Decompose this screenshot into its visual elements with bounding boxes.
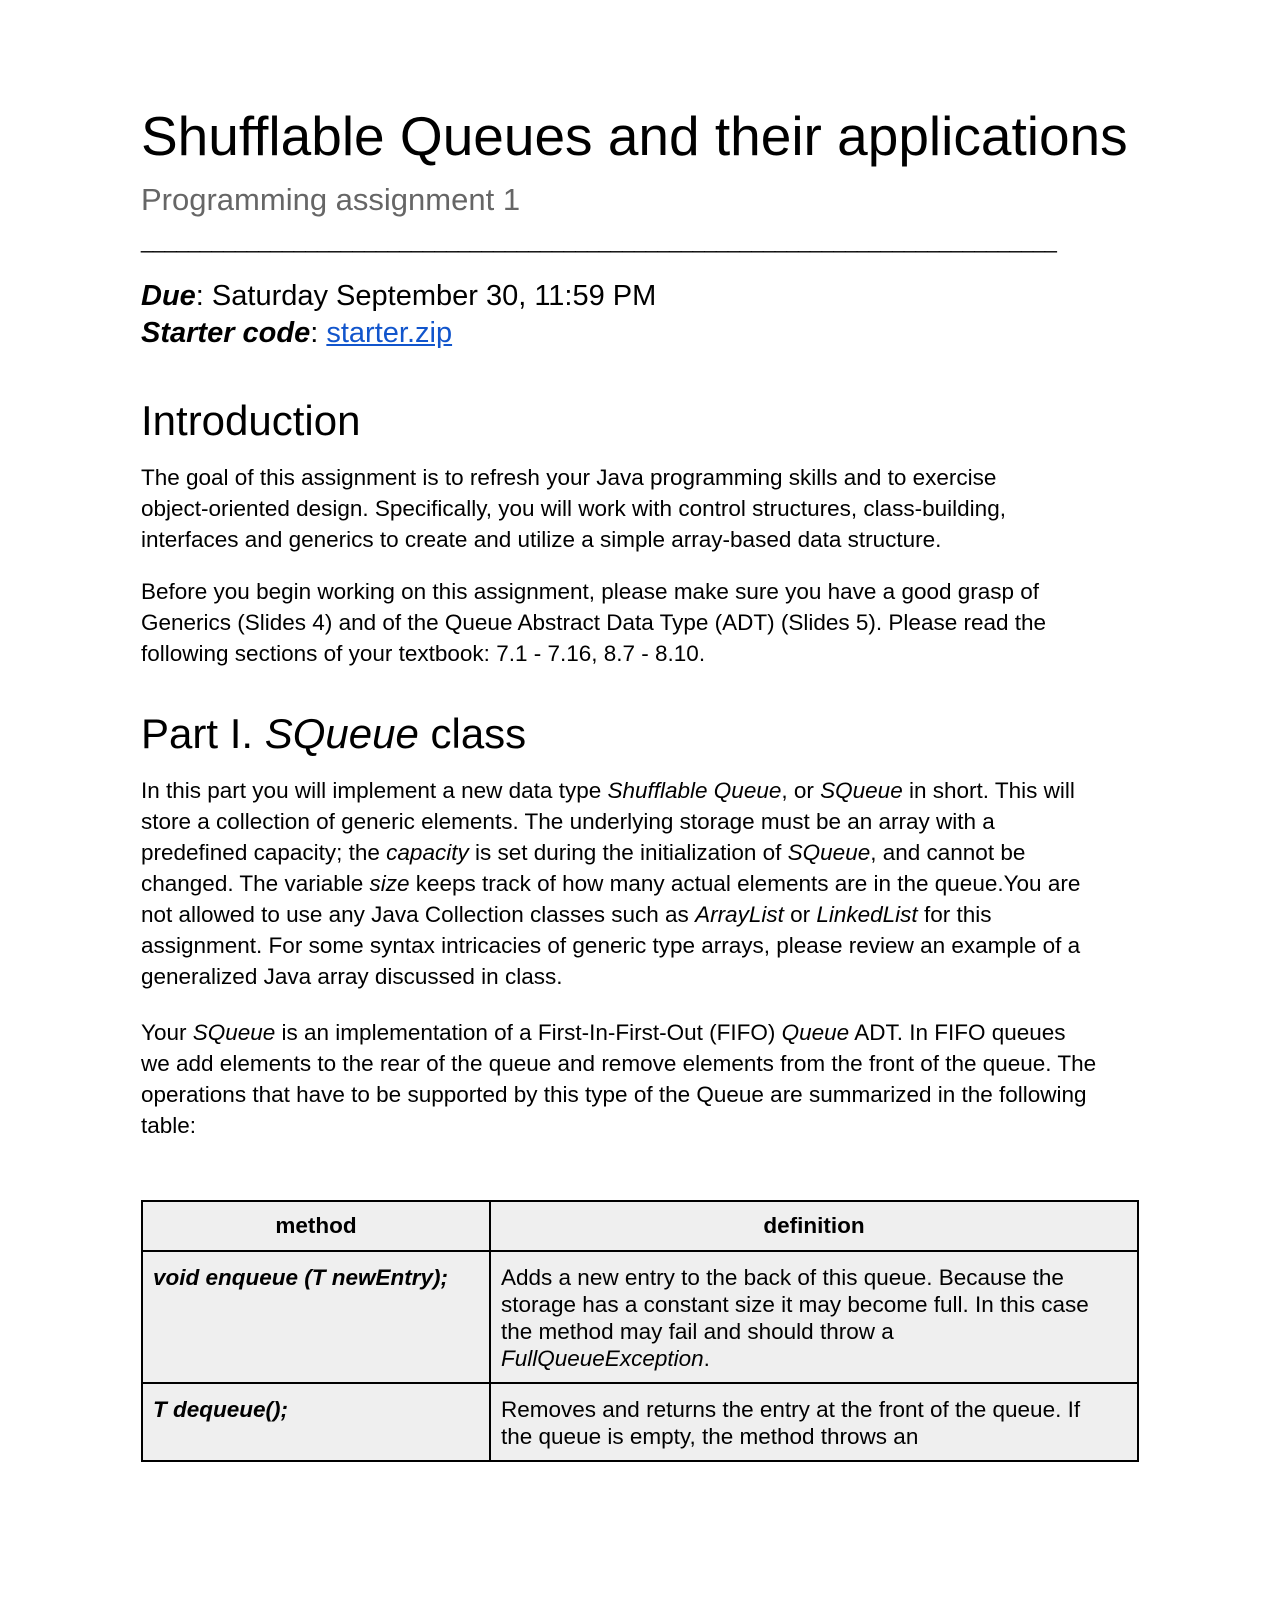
- text-line: object-oriented design. Specifically, you will work with control structures, class-building,: [141, 496, 1006, 521]
- part1-heading-italic: SQueue: [264, 710, 419, 757]
- text-run: for this: [917, 902, 992, 927]
- due-value: : Saturday September 30, 11:59 PM: [195, 280, 657, 312]
- text-run: not allowed to use any Java Collection classes such as: [141, 902, 696, 927]
- text-run: .: [703, 1346, 710, 1371]
- text-run: keeps track of how many actual elements are in the queue.You are: [409, 871, 1081, 896]
- text-line: Before you begin working on this assignment, please make sure you have a good grasp of: [141, 579, 1040, 604]
- text-run: is set during the initialization of: [468, 840, 788, 865]
- text-line: the method may fail and should throw a: [501, 1319, 894, 1344]
- header-definition: definition: [490, 1201, 1138, 1251]
- text-line: The goal of this assignment is to refresh your Java programming skills and to exercise: [141, 465, 997, 490]
- text-line: we add elements to the rear of the queue and remove elements from the front of the queue. The: [141, 1051, 1097, 1076]
- text-run: changed. The variable: [141, 871, 370, 896]
- part1-paragraph-2: [141, 1017, 1141, 1141]
- horizontal-rule: ______________________________________________________________________________: [141, 228, 1057, 253]
- text-line: [141, 837, 1141, 868]
- table-row: [142, 1383, 1138, 1461]
- text-line: following sections of your textbook: 7.1 - 7.16, 8.7 - 8.10.: [141, 641, 706, 666]
- text-run: , or: [781, 778, 821, 803]
- text-run: predefined capacity; the: [141, 840, 387, 865]
- italic-term: ArrayList: [695, 902, 784, 927]
- text-line: operations that have to be supported by this type of the Queue are summarized in the following: [141, 1082, 1087, 1107]
- due-line: [141, 278, 656, 314]
- italic-term: FullQueueException: [501, 1346, 704, 1371]
- part1-heading-prefix: Part I.: [141, 710, 265, 757]
- italic-term: Shufflable Queue: [607, 778, 782, 803]
- text-line: Removes and returns the entry at the front of the queue. If: [501, 1397, 1081, 1422]
- intro-paragraph-2: [141, 576, 1141, 669]
- starter-code-line: [141, 315, 452, 351]
- italic-term: Queue: [781, 1020, 850, 1045]
- table-row: [142, 1251, 1138, 1383]
- part1-paragraph-1: [141, 775, 1141, 992]
- text-line: store a collection of generic elements. The underlying storage must be an array with a: [141, 809, 995, 834]
- text-line: the queue is empty, the method throws an: [501, 1424, 919, 1449]
- intro-paragraph-1: [141, 462, 1141, 555]
- text-line: [141, 899, 1141, 930]
- text-line: [501, 1345, 1127, 1372]
- method-signature: void enqueue (T newEntry);: [142, 1251, 490, 1383]
- text-line: [141, 868, 1141, 899]
- italic-term: SQueue: [787, 840, 871, 865]
- method-definition: [490, 1383, 1138, 1461]
- text-line: storage has a constant size it may become full. In this case: [501, 1292, 1089, 1317]
- text-line: [141, 775, 1141, 806]
- header-method: method: [142, 1201, 490, 1251]
- text-line: Adds a new entry to the back of this queue. Because the: [501, 1265, 1064, 1290]
- text-run: In this part you will implement a new data type: [141, 778, 608, 803]
- part1-heading: [141, 708, 526, 760]
- due-label: Due: [141, 280, 196, 312]
- table-header-row: [142, 1201, 1138, 1251]
- method-definition: [490, 1251, 1138, 1383]
- text-line: generalized Java array discussed in class.: [141, 964, 563, 989]
- text-line: interfaces and generics to create and utilize a simple array-based data structure.: [141, 527, 942, 552]
- text-run: in short. This will: [902, 778, 1075, 803]
- text-line: [141, 1017, 1141, 1048]
- starter-code-sep: :: [310, 317, 327, 349]
- italic-term: LinkedList: [816, 902, 918, 927]
- method-signature: T dequeue();: [142, 1383, 490, 1461]
- italic-term: SQueue: [192, 1020, 276, 1045]
- italic-term: SQueue: [820, 778, 903, 803]
- text-run: or: [783, 902, 817, 927]
- italic-term: size: [369, 871, 410, 896]
- italic-term: capacity: [386, 840, 469, 865]
- part1-heading-suffix: class: [418, 710, 527, 757]
- text-line: assignment. For some syntax intricacies of generic type arrays, please review an example of a: [141, 933, 1081, 958]
- text-run: Your: [141, 1020, 193, 1045]
- text-line: Generics (Slides 4) and of the Queue Abstract Data Type (ADT) (Slides 5). Please read the: [141, 610, 1047, 635]
- methods-table: [141, 1200, 1139, 1462]
- text-run: ADT. In FIFO queues: [849, 1020, 1066, 1045]
- introduction-heading: Introduction: [141, 397, 361, 444]
- document-subtitle: Programming assignment 1: [141, 182, 521, 217]
- document-title: Shufflable Queues and their applications: [141, 105, 1128, 167]
- text-run: is an implementation of a First-In-First-Out (FIFO): [275, 1020, 782, 1045]
- starter-code-label: Starter code: [141, 317, 311, 349]
- text-line: table:: [141, 1113, 197, 1138]
- starter-zip-link[interactable]: starter.zip: [326, 317, 453, 349]
- text-run: , and cannot be: [870, 840, 1026, 865]
